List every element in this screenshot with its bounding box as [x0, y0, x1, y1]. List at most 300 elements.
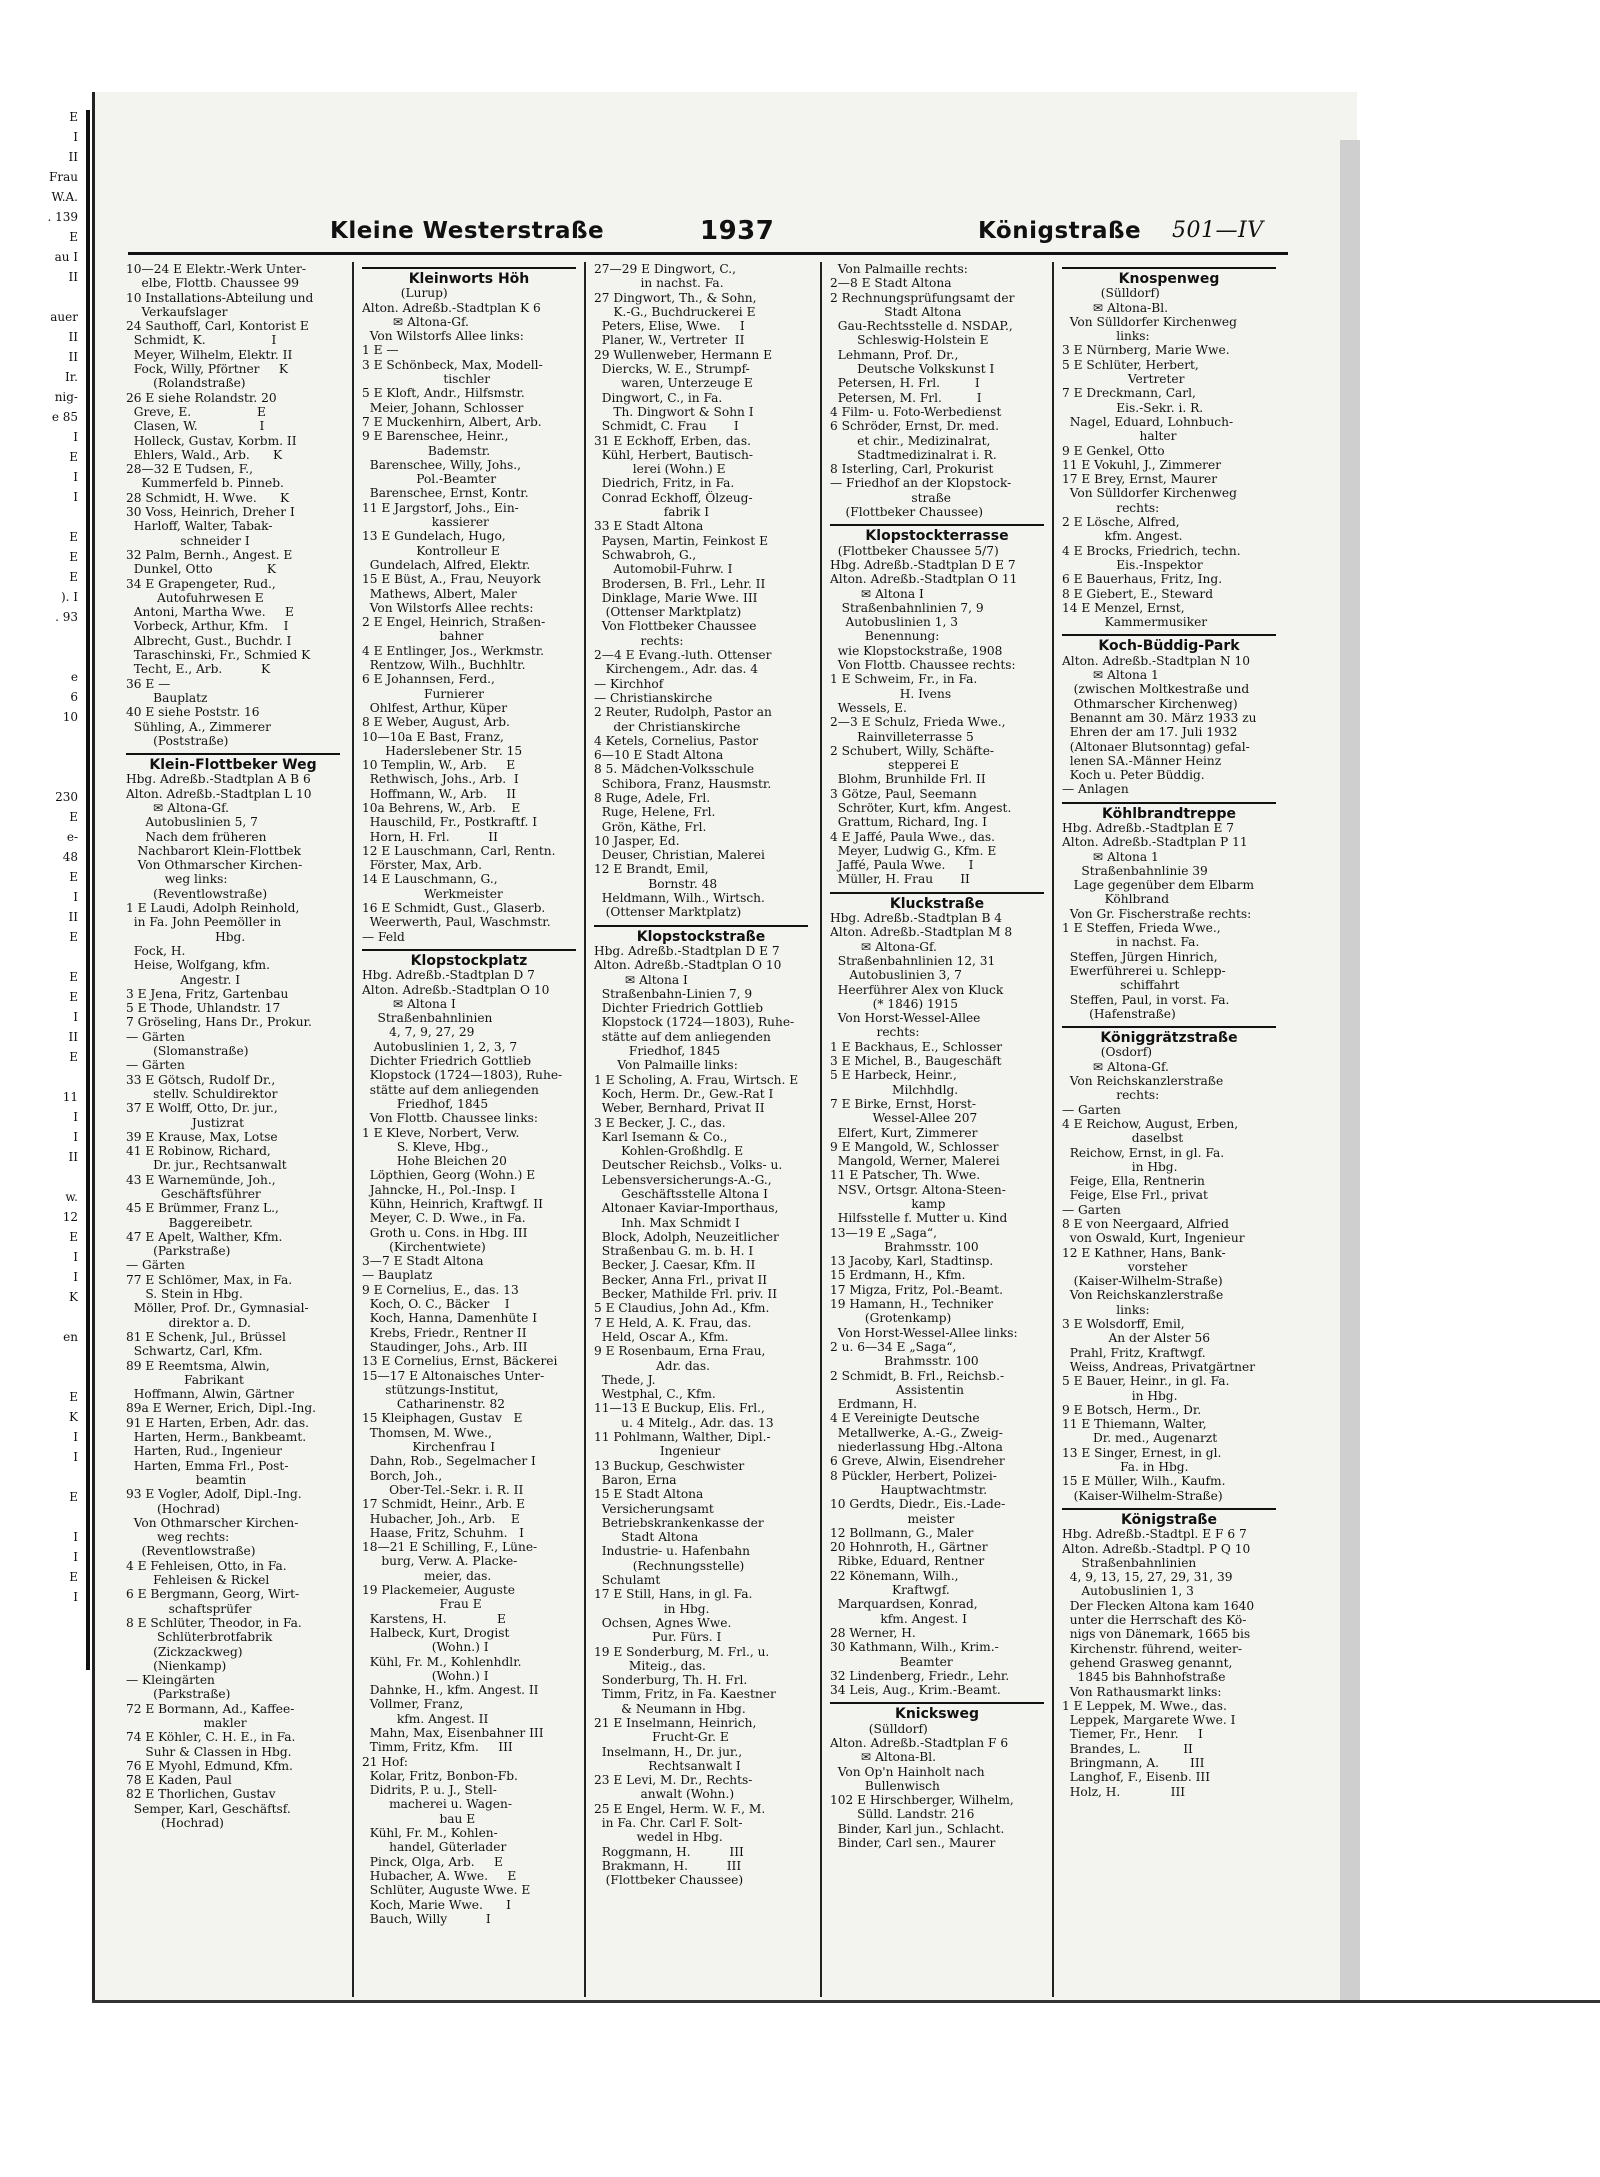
- directory-entry: 15 E Büst, A., Frau, Neuyork: [362, 572, 541, 587]
- directory-entry: Marquardsen, Konrad,: [830, 1597, 978, 1612]
- directory-entry: Von Horst-Wessel-Allee links:: [830, 1325, 1018, 1340]
- directory-entry: halter: [1062, 429, 1177, 444]
- directory-entry: Dichter Friedrich Gottlieb: [594, 1001, 764, 1016]
- directory-entry: (Ottenser Marktplatz): [594, 605, 742, 620]
- directory-entry: — Kleingärten: [126, 1673, 215, 1688]
- directory-entry: 12 E Kathner, Hans, Bank-: [1062, 1245, 1226, 1260]
- directory-entry: (Altonaer Blutsonntag) gefal-: [1062, 739, 1250, 754]
- previous-page-fragment: E: [69, 450, 78, 464]
- directory-entry: Kohlen-Großhdlg. E: [594, 1144, 744, 1159]
- directory-entry: stellv. Schuldirektor: [126, 1086, 278, 1101]
- directory-entry: Kirchenstr. führend, weiter-: [1062, 1641, 1242, 1656]
- directory-entry: 8 E Schlüter, Theodor, in Fa.: [126, 1615, 302, 1630]
- directory-entry: Ewerführerei u. Schlepp-: [1062, 963, 1226, 978]
- directory-entry: (Rolandstraße): [126, 376, 246, 391]
- directory-entry: burg, Verw. A. Placke-: [362, 1554, 518, 1569]
- directory-entry: 28 Schmidt, H. Wwe. K: [126, 490, 290, 505]
- directory-entry: Greve, E. E: [126, 404, 266, 419]
- directory-entry: Kraftwgf.: [830, 1583, 950, 1598]
- directory-entry: Straßenbahnlinie 39: [1062, 863, 1208, 878]
- directory-entry: Feige, Ella, Rentnerin: [1062, 1174, 1205, 1189]
- directory-entry: Koch, O. C., Bäcker I: [362, 1297, 510, 1312]
- directory-entry: (Parkstraße): [126, 1687, 231, 1702]
- directory-entry: Von Sülldorfer Kirchenweg: [1062, 314, 1237, 329]
- directory-entry: Friedhof, 1845: [594, 1044, 721, 1059]
- previous-page-fragment: w.: [65, 1190, 78, 1204]
- previous-page-fragment: II: [68, 1150, 78, 1164]
- directory-entry: 24 Sauthoff, Carl, Kontorist E: [126, 319, 309, 334]
- directory-entry: stepperei E: [830, 758, 959, 773]
- directory-entry: Rentzow, Wilh., Buchhltr.: [362, 658, 526, 673]
- directory-entry: 13 E Gundelach, Hugo,: [362, 529, 506, 544]
- directory-entry: Kammermusiker: [1062, 615, 1208, 630]
- directory-entry: 89 E Reemtsma, Alwin,: [126, 1358, 270, 1373]
- directory-entry: 33 E Götsch, Rudolf Dr.,: [126, 1072, 276, 1087]
- directory-entry: Von Palmaille rechts:: [830, 262, 968, 276]
- directory-entry: straße: [830, 490, 951, 505]
- directory-entry: Grattum, Richard, Ing. I: [830, 815, 987, 830]
- directory-entry: 17 E Brey, Ernst, Maurer: [1062, 472, 1218, 487]
- directory-entry: 3 Götze, Paul, Seemann: [830, 786, 977, 801]
- directory-entry: Hubacher, Joh., Arb. E: [362, 1511, 520, 1526]
- directory-entry: Karl Isemann & Co.,: [594, 1129, 728, 1144]
- directory-entry: Gau-Rechtsstelle d. NSDAP.,: [830, 319, 1013, 334]
- directory-entry: Hbg. Adreßb.-Stadtpl. E F 6 7: [1062, 1527, 1247, 1542]
- previous-page-fragment: [0, 770, 86, 790]
- directory-entry: 4 Film- u. Foto-Werbedienst: [830, 404, 1002, 419]
- previous-page-fragment: [0, 750, 86, 770]
- directory-entry: 11 E Thiemann, Walter,: [1062, 1417, 1207, 1432]
- directory-entry: 8 Ruge, Adele, Frl.: [594, 790, 711, 805]
- directory-entry: Friedhof, 1845: [362, 1096, 489, 1111]
- directory-entry: links:: [1062, 329, 1150, 344]
- directory-entry: (zwischen Moltkestraße und: [1062, 682, 1250, 697]
- directory-entry: 13—19 E „Saga“,: [830, 1225, 937, 1240]
- directory-entry: Schlüterbrotfabrik: [126, 1630, 273, 1645]
- previous-page-fragment: I: [73, 1010, 78, 1024]
- directory-entry: Kummerfeld b. Pinneb.: [126, 476, 284, 491]
- previous-page-fragment: [0, 1070, 86, 1090]
- directory-entry: 5 E Kloft, Andr., Hilfsmstr.: [362, 386, 525, 401]
- directory-entry: Von Flottbeker Chaussee: [594, 619, 757, 634]
- directory-entry: 4 E Vereinigte Deutsche: [830, 1411, 980, 1426]
- directory-entry: H. Ivens: [830, 686, 952, 701]
- directory-entry: Diercks, W. E., Strumpf-: [594, 362, 750, 377]
- page-edge-shadow: [1340, 140, 1360, 2000]
- directory-entry: 16 E Schmidt, Gust., Glaserb.: [362, 901, 546, 916]
- previous-page-fragment: [0, 1370, 86, 1390]
- directory-entry: 30 Voss, Heinrich, Dreher I: [126, 505, 295, 520]
- directory-entry: Groth u. Cons. in Hbg. III: [362, 1225, 528, 1240]
- directory-entry: Albrecht, Gust., Buchdr. I: [126, 633, 292, 648]
- directory-entry: Ehren der am 17. Juli 1932: [1062, 725, 1238, 740]
- directory-entry: Dunkel, Otto K: [126, 562, 276, 577]
- column-divider: [820, 262, 822, 1997]
- directory-entry: Th. Dingwort & Sohn I: [594, 404, 754, 419]
- directory-entry: 3 E Wolsdorff, Emil,: [1062, 1317, 1185, 1332]
- directory-entry: 2 Schubert, Willy, Schäfte-: [830, 743, 995, 758]
- directory-entry: — Garten: [1062, 1102, 1121, 1117]
- directory-entry: meier, das.: [362, 1568, 492, 1583]
- directory-entry: Alton. Adreßb.-Stadtplan L 10: [126, 786, 312, 801]
- directory-entry: Industrie- u. Hafenbahn: [594, 1544, 750, 1559]
- directory-entry: Von Wilstorfs Allee links:: [362, 329, 524, 344]
- directory-entry: Hauschild, Fr., Postkraftf. I: [362, 815, 538, 830]
- previous-page-fragment: ). I: [60, 590, 78, 604]
- directory-entry: Stadtmedizinalrat i. R.: [830, 447, 997, 462]
- directory-entry: Timm, Fritz, Kfm. III: [362, 1740, 513, 1755]
- directory-entry: Baggereibetr.: [126, 1215, 253, 1230]
- previous-page-fragment: I: [73, 890, 78, 904]
- directory-entry: Frau E: [362, 1597, 482, 1612]
- directory-entry: Grön, Käthe, Frl.: [594, 819, 707, 834]
- directory-entry: Dr. med., Augenarzt: [1062, 1431, 1218, 1446]
- directory-entry: kfm. Angest. II: [362, 1711, 489, 1726]
- directory-entry: 81 E Schenk, Jul., Brüssel: [126, 1329, 286, 1344]
- directory-entry: Automobil-Fuhrw. I: [594, 562, 733, 577]
- directory-entry: 10 Templin, W., Arb. E: [362, 758, 516, 773]
- directory-entry: S. Stein in Hbg.: [126, 1287, 243, 1302]
- directory-entry: Hbg. Adreßb.-Stadtplan B 4: [830, 911, 1003, 926]
- directory-entry: ✉ Altona I: [362, 996, 456, 1011]
- directory-entry: (Flottbeker Chaussee): [830, 505, 984, 520]
- directory-entry: 19 Hamann, H., Techniker: [830, 1297, 994, 1312]
- directory-entry: Hbg.: [126, 929, 246, 944]
- directory-entry: 28—32 E Tudsen, F.,: [126, 462, 253, 477]
- directory-entry: 8 E Weber, August, Arb.: [362, 715, 510, 730]
- directory-entry: Straßenbahnlinien: [1062, 1555, 1197, 1570]
- directory-entry: (Flottbeker Chaussee 5/7): [830, 543, 999, 558]
- directory-entry: Westphal, C., Kfm.: [594, 1387, 716, 1402]
- column-divider: [352, 262, 354, 1997]
- directory-entry: 37 E Wolff, Otto, Dr. jur.,: [126, 1101, 278, 1116]
- previous-page-fragment: e-: [66, 830, 78, 844]
- directory-entry: Versicherungsamt: [594, 1501, 714, 1516]
- directory-entry: Koch, Marie Wwe. I: [362, 1897, 511, 1912]
- directory-entry: Fehleisen & Rickel: [126, 1573, 270, 1588]
- directory-entry: Lehmann, Prof. Dr.,: [830, 347, 959, 362]
- directory-entry: Lage gegenüber dem Elbarm: [1062, 878, 1255, 893]
- directory-entry: Förster, Max, Arb.: [362, 858, 482, 873]
- directory-entry: unter die Herrschaft des Kö-: [1062, 1613, 1247, 1628]
- directory-entry: Werkmeister: [362, 886, 503, 901]
- page-header: [130, 218, 1280, 252]
- directory-entry: in Hbg.: [1062, 1159, 1178, 1174]
- directory-entry: 11—13 E Buckup, Elis. Frl.,: [594, 1401, 765, 1416]
- directory-entry: Feige, Else Frl., privat: [1062, 1188, 1208, 1203]
- directory-entry: 3 E Schönbeck, Max, Modell-: [362, 357, 543, 372]
- directory-entry: Fock, Willy, Pförtner K: [126, 362, 288, 377]
- previous-page-fragment: I: [73, 1430, 78, 1444]
- directory-entry: 13 Buckup, Geschwister: [594, 1458, 745, 1473]
- directory-entry: Inh. Max Schmidt I: [594, 1215, 740, 1230]
- column-divider: [584, 262, 586, 1997]
- directory-entry: 74 E Köhler, C. H. E., in Fa.: [126, 1730, 296, 1745]
- directory-entry: 10a Behrens, W., Arb. E: [362, 800, 521, 815]
- street-heading: Köhlbrandtreppe: [1062, 802, 1276, 821]
- directory-entry: 26 E siehe Rolandstr. 20: [126, 390, 277, 405]
- directory-entry: 41 E Robinow, Richard,: [126, 1144, 271, 1159]
- directory-entry: 1 E Kleve, Norbert, Verw.: [362, 1125, 520, 1140]
- directory-entry: Von Flottb. Chaussee links:: [362, 1111, 539, 1126]
- directory-entry: Elfert, Kurt, Zimmerer: [830, 1125, 978, 1140]
- directory-entry: Von Palmaille links:: [594, 1058, 738, 1073]
- directory-entry: Alton. Adreßb.-Stadtplan P 11: [1062, 835, 1248, 850]
- directory-entry: Altonaer Kaviar-Importhaus,: [594, 1201, 779, 1216]
- directory-entry: Alton. Adreßb.-Stadtplan K 6: [362, 300, 541, 315]
- directory-entry: 2 Rechnungsprüfungsamt der: [830, 290, 1015, 305]
- previous-page-fragment: 48: [62, 850, 78, 864]
- directory-entry: Techt, E., Arb. K: [126, 662, 271, 677]
- directory-entry: Baron, Erna: [594, 1472, 677, 1487]
- directory-entry: Harten, Emma Frl., Post-: [126, 1458, 289, 1473]
- directory-entry: von Oswald, Kurt, Ingenieur: [1062, 1231, 1245, 1246]
- directory-entry: Dingwort, C., in Fa.: [594, 390, 723, 405]
- directory-entry: Autofuhrwesen E: [126, 590, 264, 605]
- previous-page-fragment: E: [69, 930, 78, 944]
- street-heading: Königgrätzstraße: [1062, 1026, 1276, 1045]
- directory-entry: Schlüter, Auguste Wwe. E: [362, 1883, 531, 1898]
- directory-entry: niederlassung Hbg.-Altona: [830, 1440, 1003, 1455]
- directory-entry: Verkaufslager: [126, 304, 228, 319]
- directory-entry: Binder, Karl jun., Schlacht.: [830, 1821, 1005, 1836]
- directory-entry: 47 E Apelt, Walther, Kfm.: [126, 1229, 283, 1244]
- directory-entry: Straßenbahnlinien 12, 31: [830, 953, 996, 968]
- directory-entry: in nachst. Fa.: [594, 276, 724, 291]
- directory-entry: Von Horst-Wessel-Allee: [830, 1011, 981, 1026]
- directory-entry: (Sülldorf): [830, 1721, 928, 1736]
- street-heading: Königstraße: [1062, 1508, 1276, 1527]
- directory-entry: (Osdorf): [1062, 1045, 1152, 1060]
- directory-entry: 4, 7, 9, 27, 29: [362, 1025, 475, 1040]
- directory-entry: Steffen, Paul, in vorst. Fa.: [1062, 992, 1230, 1007]
- previous-page-fragment: I: [73, 1250, 78, 1264]
- directory-entry: Hbg. Adreßb.-Stadtplan D E 7: [594, 943, 780, 958]
- directory-entry: ✉ Altona-Bl.: [830, 1750, 936, 1765]
- directory-entry: Krebs, Friedr., Rentner II: [362, 1325, 527, 1340]
- directory-entry: waren, Unterzeuge E: [594, 376, 753, 391]
- directory-entry: 10—10a E Bast, Franz,: [362, 729, 504, 744]
- directory-entry: schaftsprüfer: [126, 1601, 252, 1616]
- directory-entry: — Feld: [362, 929, 405, 944]
- directory-entry: Kühl, Fr. M., Kohlenhdlr.: [362, 1654, 522, 1669]
- directory-entry: Block, Adolph, Neuzeitlicher: [594, 1229, 779, 1244]
- directory-entry: gehend Grasweg genannt,: [1062, 1655, 1233, 1670]
- directory-entry: beamtin: [126, 1472, 247, 1487]
- directory-entry: Brodersen, B. Frl., Lehr. II: [594, 576, 766, 591]
- directory-entry: ✉ Altona I: [830, 586, 924, 601]
- previous-page-fragment: I: [73, 1130, 78, 1144]
- directory-entry: Müller, H. Frau II: [830, 872, 970, 887]
- directory-entry: ✉ Altona 1: [1062, 849, 1159, 864]
- directory-entry: Autobuslinien 1, 3: [830, 615, 959, 630]
- directory-entry: 39 E Krause, Max, Lotse: [126, 1129, 278, 1144]
- directory-entry: Becker, Anna Frl., privat II: [594, 1272, 768, 1287]
- previous-page-fragment: [0, 1510, 86, 1530]
- street-heading: Klopstockstraße: [594, 925, 808, 944]
- previous-page-fragment: II: [68, 910, 78, 924]
- right-street-title: Königstraße: [978, 218, 1142, 244]
- directory-entry: (Grotenkamp): [830, 1311, 952, 1326]
- previous-page-fragment: [0, 650, 86, 670]
- directory-entry: Autobuslinien 5, 7: [126, 815, 258, 830]
- directory-entry: (Hochrad): [126, 1501, 221, 1516]
- directory-entry: 5 E Schlüter, Herbert,: [1062, 357, 1199, 372]
- directory-entry: 7 E Held, A. K. Frau, das.: [594, 1315, 752, 1330]
- directory-entry: 21 Hof:: [362, 1754, 408, 1769]
- directory-entry: — Kirchhof: [594, 676, 664, 691]
- directory-entry: Autobuslinien 1, 3: [1062, 1584, 1194, 1599]
- directory-entry: 30 Kathmann, Wilh., Krim.-: [830, 1640, 999, 1655]
- directory-entry: direktor a. D.: [126, 1315, 251, 1330]
- directory-entry: 8 Isterling, Carl, Prokurist: [830, 462, 994, 477]
- directory-entry: lenen SA.-Männer Heinz: [1062, 753, 1222, 768]
- directory-entry: 2 E Lösche, Alfred,: [1062, 515, 1180, 530]
- directory-entry: Fabrikant: [126, 1372, 244, 1387]
- directory-entry: 8 5. Mädchen-Volksschule: [594, 762, 755, 777]
- directory-entry: vorsteher: [1062, 1259, 1188, 1274]
- previous-page-fragment: e 85: [51, 410, 78, 424]
- directory-entry: 34 E Grapengeter, Rud.,: [126, 576, 276, 591]
- directory-entry: Steffen, Jürgen Hinrich,: [1062, 949, 1218, 964]
- directory-entry: Blohm, Brunhilde Frl. II: [830, 772, 986, 787]
- directory-entry: Assistentin: [830, 1382, 964, 1397]
- directory-entry: rechts:: [1062, 1088, 1160, 1103]
- directory-entry: Straßenbahn-Linien 7, 9: [594, 986, 753, 1001]
- directory-entry: Horn, H. Frl. II: [362, 829, 498, 844]
- directory-entry: Barenschee, Willy, Johs.,: [362, 457, 522, 472]
- directory-entry: — Gärten: [126, 1029, 185, 1044]
- directory-entry: 2—3 E Schulz, Frieda Wwe.,: [830, 715, 1006, 730]
- directory-entry: 20 Hohnroth, H., Gärtner: [830, 1540, 988, 1555]
- directory-entry: Alton. Adreßb.-Stadtpl. P Q 10: [1062, 1541, 1251, 1556]
- directory-entry: 9 E Genkel, Otto: [1062, 443, 1165, 458]
- directory-entry: Von Flottb. Chaussee rechts:: [830, 658, 1016, 673]
- directory-entry: 77 E Schlömer, Max, in Fa.: [126, 1272, 293, 1287]
- directory-entry: 1 E Scholing, A. Frau, Wirtsch. E: [594, 1072, 799, 1087]
- directory-entry: Meyer, Wilhelm, Elektr. II: [126, 347, 293, 362]
- directory-entry: Alton. Adreßb.-Stadtplan O 10: [594, 958, 782, 973]
- directory-entry: Kühl, Fr. M., Kohlen-: [362, 1826, 498, 1841]
- directory-entry: Haderslebener Str. 15: [362, 743, 523, 758]
- directory-entry: Binder, Carl sen., Maurer: [830, 1836, 996, 1851]
- street-heading: Koch-Büddig-Park: [1062, 634, 1276, 653]
- directory-entry: Weiss, Andreas, Privatgärtner: [1062, 1359, 1256, 1374]
- directory-entry: Hoffmann, Alwin, Gärtner: [126, 1387, 294, 1402]
- directory-entry: in Hbg.: [1062, 1388, 1178, 1403]
- previous-page-fragment: K: [69, 1410, 78, 1424]
- directory-entry: kassierer: [362, 515, 489, 530]
- directory-entry: Becker, Mathilde Frl. priv. II: [594, 1287, 778, 1302]
- directory-entry: (Slomanstraße): [126, 1044, 249, 1059]
- previous-page-fragment: E: [69, 550, 78, 564]
- directory-entry: Harloff, Walter, Tabak-: [126, 519, 273, 534]
- previous-page-fragment: I: [73, 130, 78, 144]
- directory-entry: Semper, Karl, Geschäftsf.: [126, 1801, 291, 1816]
- previous-page-fragment: [0, 1350, 86, 1370]
- directory-entry: Gundelach, Alfred, Elektr.: [362, 557, 531, 572]
- previous-page-fragment: II: [68, 150, 78, 164]
- directory-entry: 31 E Eckhoff, Erben, das.: [594, 433, 751, 448]
- directory-entry: rechts:: [594, 633, 684, 648]
- directory-entry: bau E: [362, 1811, 476, 1826]
- directory-entry: 7 E Muckenhirn, Albert, Arb.: [362, 414, 542, 429]
- directory-entry: 12 E Lauschmann, Carl, Rentn.: [362, 843, 556, 858]
- directory-entry: Petersen, H. Frl. I: [830, 376, 980, 391]
- street-heading: Knicksweg: [830, 1702, 1044, 1721]
- directory-entry: 22 Könemann, Wilh.,: [830, 1568, 959, 1583]
- directory-entry: Inselmann, H., Dr. jur.,: [594, 1744, 743, 1759]
- previous-page-fragment: 11: [62, 1090, 78, 1104]
- directory-entry: rechts:: [830, 1025, 920, 1040]
- directory-entry: 6 E Johannsen, Ferd.,: [362, 672, 495, 687]
- previous-page-fragment: [0, 510, 86, 530]
- directory-entry: Mangold, Werner, Malerei: [830, 1154, 1000, 1169]
- street-heading: Kleinworts Höh: [362, 267, 576, 286]
- directory-entry: 3—7 E Stadt Altona: [362, 1254, 484, 1269]
- directory-entry: (Wohn.) I: [362, 1668, 489, 1683]
- directory-entry: ✉ Altona-Bl.: [1062, 300, 1168, 315]
- directory-entry: 5 E Thode, Uhlandstr. 17: [126, 1001, 281, 1016]
- directory-entry: 4 E Jaffé, Paula Wwe., das.: [830, 829, 995, 844]
- previous-page-fragment: I: [73, 470, 78, 484]
- directory-entry: (Hochrad): [126, 1816, 224, 1831]
- directory-entry: 36 E —: [126, 676, 171, 691]
- directory-entry: Langhof, F., Eisenb. III: [1062, 1770, 1211, 1785]
- directory-entry: 4 E Reichow, August, Erben,: [1062, 1116, 1239, 1131]
- directory-entry: Deutscher Reichsb., Volks- u.: [594, 1158, 783, 1173]
- directory-entry: Hbg. Adreßb.-Stadtplan D 7: [362, 968, 535, 983]
- directory-entry: (Rechnungsstelle): [594, 1558, 745, 1573]
- directory-entry: Köhlbrand: [1062, 892, 1170, 907]
- directory-entry: Bademstr.: [362, 443, 491, 458]
- directory-entry: ✉ Altona-Gf.: [362, 314, 469, 329]
- directory-entry: 13 Jacoby, Karl, Stadtinsp.: [830, 1254, 994, 1269]
- directory-entry: bahner: [362, 629, 484, 644]
- directory-entry: meister: [830, 1511, 955, 1526]
- year: 1937: [700, 216, 775, 246]
- directory-entry: Peters, Elise, Wwe. I: [594, 319, 745, 334]
- directory-entry: 6 Schröder, Ernst, Dr. med.: [830, 419, 999, 434]
- directory-entry: ✉ Altona-Gf.: [1062, 1059, 1169, 1074]
- directory-entry: Schibora, Franz, Hausmstr.: [594, 776, 772, 791]
- directory-entry: Pur. Fürs. I: [594, 1630, 722, 1645]
- previous-page-fragment: II: [68, 350, 78, 364]
- directory-entry: 7 E Dreckmann, Carl,: [1062, 386, 1196, 401]
- previous-page-fragment: E: [69, 1050, 78, 1064]
- directory-entry: Fa. in Hbg.: [1062, 1460, 1189, 1475]
- directory-entry: Petersen, M. Frl. I: [830, 390, 982, 405]
- directory-entry: Nagel, Eduard, Lohnbuch-: [1062, 414, 1234, 429]
- directory-entry: 2 u. 6—34 E „Saga“,: [830, 1339, 957, 1354]
- directory-entry: 82 E Thorlichen, Gustav: [126, 1787, 276, 1802]
- directory-entry: 15 Erdmann, H., Kfm.: [830, 1268, 966, 1283]
- directory-entry: 76 E Myohl, Edmund, Kfm.: [126, 1758, 293, 1773]
- directory-entry: 12 Bollmann, G., Maler: [830, 1525, 974, 1540]
- previous-page-fragment: E: [69, 530, 78, 544]
- directory-entry: Timm, Fritz, in Fa. Kaestner: [594, 1687, 776, 1702]
- directory-entry: 21 E Inselmann, Heinrich,: [594, 1715, 757, 1730]
- previous-page-fragment: [0, 630, 86, 650]
- directory-entry: Schleswig-Holstein E: [830, 333, 989, 348]
- scan-bottom-edge: [92, 2000, 1600, 2003]
- directory-entry: (Hafenstraße): [1062, 1006, 1176, 1021]
- directory-entry: ✉ Altona I: [594, 972, 688, 987]
- directory-entry: — Christianskirche: [594, 690, 713, 705]
- directory-entry: ✉ Altona-Gf.: [126, 800, 230, 815]
- directory-entry: An der Alster 56: [1062, 1331, 1210, 1346]
- directory-entry: S. Kleve, Hbg.,: [362, 1139, 489, 1154]
